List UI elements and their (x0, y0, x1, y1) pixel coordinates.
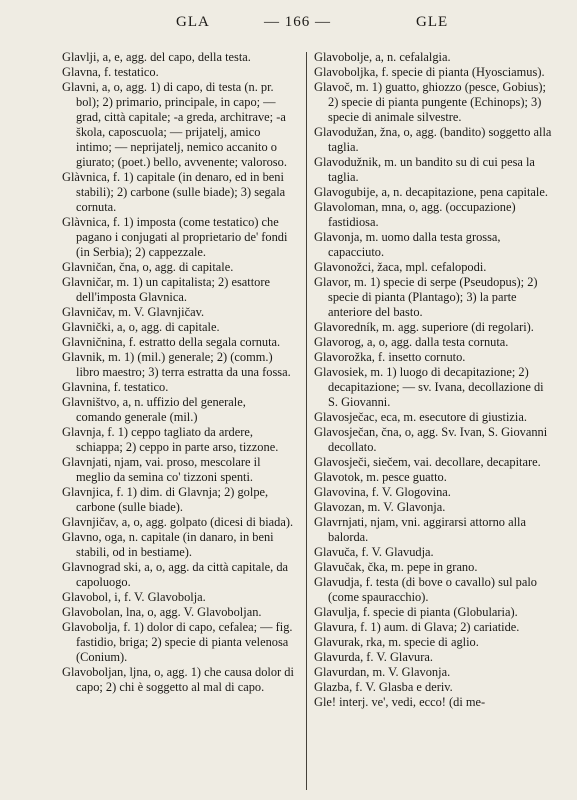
dictionary-entry: Gle! interj. ve', vedi, ecco! (di me- (314, 695, 486, 709)
dictionary-entry: Glavoboljan, ljna, o, agg. 1) che causa dolor di capo; 2) chi è soggetto al mal di capo. (62, 665, 294, 694)
dictionary-entry: Glavni, a, o, agg. 1) di capo, di testa (n. pr. bol); 2) primario, principale, in capo; — grad, città capitale; -a greda, architrave; -a škola, caposcuola; — prijatelj, amico intimo; — neprijatelj, nemico accanito o giurato; (poet.) bello, avvenente; valoroso. (62, 80, 287, 169)
dictionary-entry: Glavoloman, mna, o, agg. (occupazione) fastidiosa. (314, 200, 516, 229)
dictionary-entry: Glavobol, i, f. V. Glavobolja. (62, 590, 206, 604)
dictionary-entry: Glavnjati, njam, vai. proso, mescolare il meglio da semina co' tizzoni spenti. (62, 455, 261, 484)
dictionary-entry: Glavonožci, žaca, mpl. cefalopodi. (314, 260, 487, 274)
dictionary-entry: Glavotok, m. pesce guatto. (314, 470, 447, 484)
dictionary-entry: Glavosiek, m. 1) luogo di decapitazione; 2) decapitazione; — sv. Ivana, decollazione di S. Giovanni. (314, 365, 544, 409)
header-right-guideword: GLE (416, 14, 449, 30)
dictionary-entry: Glavobolan, lna, o, agg. V. Glavoboljan. (62, 605, 262, 619)
dictionary-entry: Glavnina, f. testatico. (62, 380, 169, 394)
dictionary-entry: Glavoredník, m. agg. superiore (di regolari). (314, 320, 534, 334)
dictionary-entry: Glavozan, m. V. Glavonja. (314, 500, 446, 514)
dictionary-entry: Glavlji, a, e, agg. del capo, della testa. (62, 50, 251, 64)
dictionary-entry: Glavulja, f. specie di pianta (Globularia). (314, 605, 518, 619)
dictionary-entry: Glavnja, f. 1) ceppo tagliato da ardere, schiappa; 2) ceppo in parte arso, tizzone. (62, 425, 279, 454)
dictionary-entry: Glavosječac, eca, m. esecutore di giustizia. (314, 410, 527, 424)
dictionary-entry: Glavobolje, a, n. cefalalgia. (314, 50, 451, 64)
dictionary-entry: Glavurda, f. V. Glavura. (314, 650, 433, 664)
right-column (314, 50, 552, 710)
column-divider (306, 52, 307, 790)
dictionary-entry: Glavoboljka, f. specie di pianta (Hyosciamus). (314, 65, 545, 79)
dictionary-entry: Glavurak, rka, m. specie di aglio. (314, 635, 479, 649)
dictionary-entry: Glavorog, a, o, agg. dalla testa cornuta. (314, 335, 509, 349)
left-column (62, 50, 294, 695)
dictionary-entry: Glavobolja, f. 1) dolor di capo, cefalea; — fig. fastidio, briga; 2) specie di pianta velenosa (Conium). (62, 620, 293, 664)
dictionary-entry: Glavnograd ski, a, o, agg. da città capitale, da capoluogo. (62, 560, 289, 589)
dictionary-entry: Glavnjica, f. 1) dim. di Glavnja; 2) golpe, carbone (sulle biade). (62, 485, 269, 514)
dictionary-entry: Glavna, f. testatico. (62, 65, 159, 79)
dictionary-entry: Glavnički, a, o, agg. di capitale. (62, 320, 220, 334)
dictionary-entry: Glavničnina, f. estratto della segala cornuta. (62, 335, 281, 349)
dictionary-entry: Glavoč, m. 1) guatto, ghiozzo (pesce, Gobius); 2) specie di pianta pungente (Echinops); 3) specie di animale silvestre. (314, 80, 546, 124)
page-number: — 166 — (264, 14, 331, 30)
dictionary-entry: Glavudja, f. testa (di bove o cavallo) sul palo (come spauracchio). (314, 575, 537, 604)
dictionary-entry: Glazba, f. V. Glasba e deriv. (314, 680, 453, 694)
dictionary-entry: Glavor, m. 1) specie di serpe (Pseudopus); 2) specie di pianta (Plantago); 3) la parte anteriore del basto. (314, 275, 538, 319)
dictionary-entry: Glavuča, f. V. Glavudja. (314, 545, 434, 559)
dictionary-entry: Glavosječan, čna, o, agg. Sv. Ivan, S. Giovanni decollato. (314, 425, 548, 454)
dictionary-entry: Glavogubije, a, n. decapitazione, pena capitale. (314, 185, 548, 199)
dictionary-entry: Glavonja, m. uomo dalla testa grossa, capacciuto. (314, 230, 501, 259)
dictionary-entry: Glavosječi, siečem, vai. decollare, decapitare. (314, 455, 541, 469)
dictionary-entry: Glavodužan, žna, o, agg. (bandito) soggetto alla taglia. (314, 125, 552, 154)
dictionary-entry: Glavnjičav, a, o, agg. golpato (dicesi di biada). (62, 515, 294, 529)
dictionary-entry: Glavnik, m. 1) (mil.) generale; 2) (comm.) libro maestro; 3) terra estratta da una fossa. (62, 350, 291, 379)
dictionary-entry: Glavurdan, m. V. Glavonja. (314, 665, 451, 679)
dictionary-entry: Glavno, oga, n. capitale (in danaro, in beni stabili, od in bestiame). (62, 530, 274, 559)
dictionary-entry: Glàvnica, f. 1) imposta (come testatico) che pagano i conjugati al proprietario de' fondi (in Serbia); 2) cappezzale. (62, 215, 288, 259)
header-left-guideword: GLA (176, 14, 210, 30)
dictionary-entry: Glavodužnik, m. un bandito su di cui pesa la taglia. (314, 155, 535, 184)
dictionary-entry: Glavorožka, f. insetto cornuto. (314, 350, 466, 364)
dictionary-entry: Glavučak, čka, m. pepe in grano. (314, 560, 478, 574)
dictionary-entry: Glavovina, f. V. Glogovina. (314, 485, 451, 499)
dictionary-entry: Glavništvo, a, n. uffizio del generale, comando generale (mil.) (62, 395, 246, 424)
dictionary-entry: Glavrnjati, njam, vni. aggirarsi attorno alla balorda. (314, 515, 526, 544)
dictionary-entry: Glàvnica, f. 1) capitale (in denaro, ed in beni stabili); 2) carbone (sulle biade); 3) segala cornuta. (62, 170, 286, 214)
dictionary-entry: Glavničan, čna, o, agg. di capitale. (62, 260, 234, 274)
dictionary-entry: Glavura, f. 1) aum. di Glava; 2) cariatide. (314, 620, 520, 634)
dictionary-entry: Glavničav, m. V. Glavnjičav. (62, 305, 205, 319)
dictionary-entry: Glavničar, m. 1) un capitalista; 2) esattore dell'imposta Glavnica. (62, 275, 271, 304)
